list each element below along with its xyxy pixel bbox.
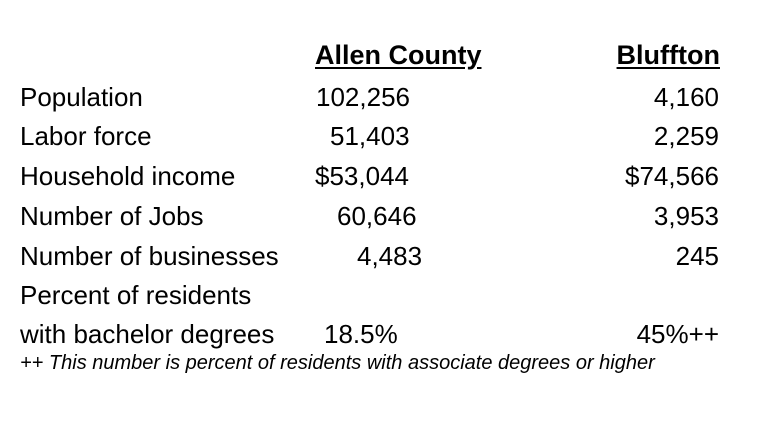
allen-county-value: 18.5% xyxy=(324,319,398,349)
bluffton-value: 3,953 xyxy=(653,201,719,231)
bluffton-value: 45%++ xyxy=(636,319,719,349)
allen-county-value: 102,256 xyxy=(316,82,410,112)
table-row xyxy=(0,77,772,117)
row-label: Number of businesses xyxy=(20,241,279,271)
row-label: Household income xyxy=(20,161,236,191)
row-label: Labor force xyxy=(20,121,152,151)
allen-county-value: 51,403 xyxy=(330,121,410,151)
bluffton-value: $74,566 xyxy=(625,161,719,191)
table-row xyxy=(0,236,772,276)
table-row xyxy=(0,156,772,196)
column-header-bluffton: Bluffton xyxy=(616,40,720,70)
table-row xyxy=(0,196,772,236)
table-row xyxy=(0,314,772,354)
footnote: ++ This number is percent of residents with associate degrees or higher xyxy=(20,352,655,374)
allen-county-value: 60,646 xyxy=(337,201,417,231)
bluffton-value: 2,259 xyxy=(653,121,719,151)
allen-county-value: $53,044 xyxy=(315,161,409,191)
row-label: Percent of residents xyxy=(20,280,252,310)
table-row xyxy=(0,275,772,315)
row-label: Number of Jobs xyxy=(20,201,204,231)
bluffton-value: 4,160 xyxy=(653,82,719,112)
bluffton-value: 245 xyxy=(675,241,719,271)
allen-county-value: 4,483 xyxy=(357,241,423,271)
column-header-allen-county: Allen County xyxy=(315,40,482,70)
table-row xyxy=(0,116,772,156)
row-label: with bachelor degrees xyxy=(20,319,275,349)
row-label: Population xyxy=(20,82,143,112)
